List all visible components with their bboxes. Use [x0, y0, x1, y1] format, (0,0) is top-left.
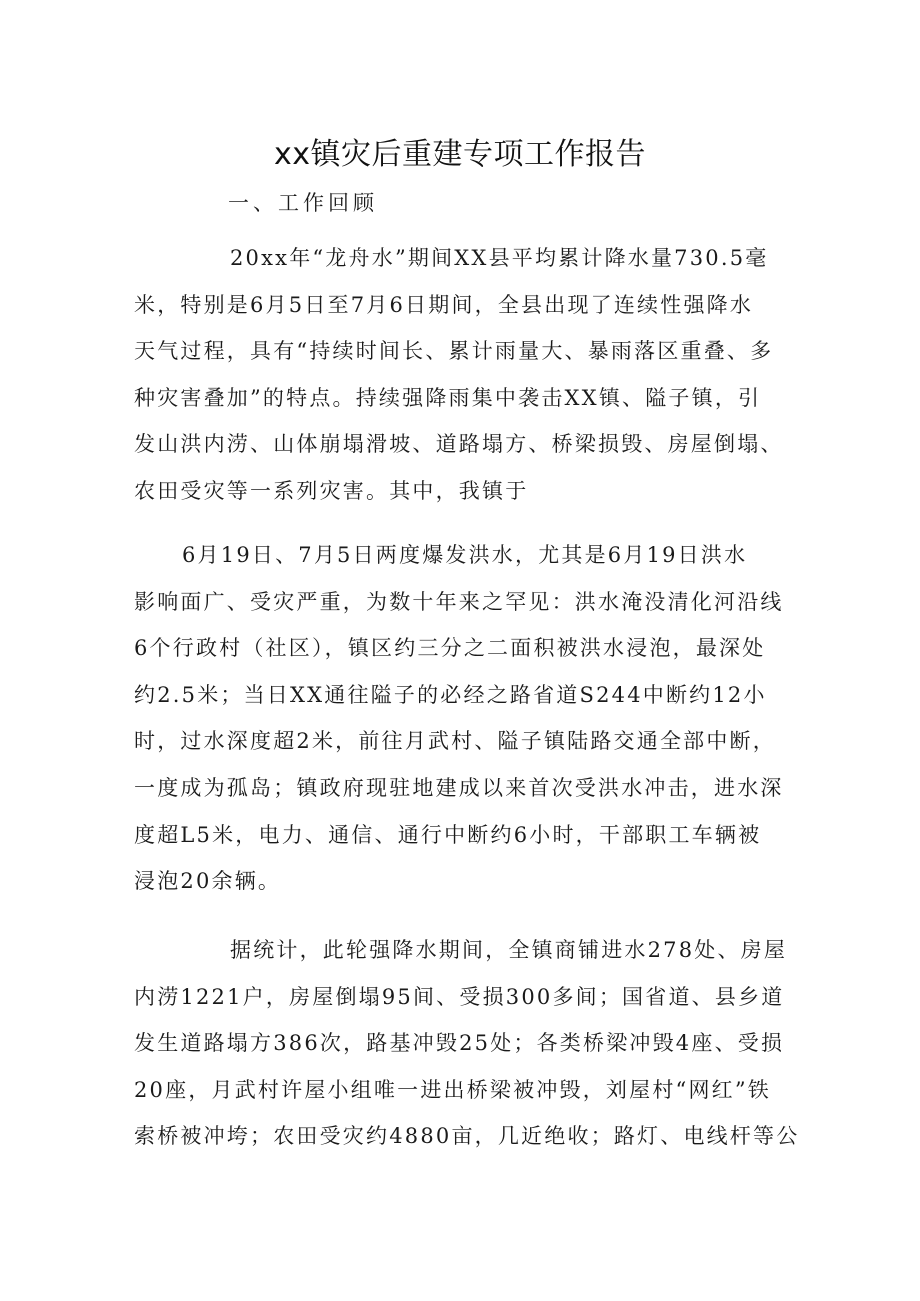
paragraph-2 [134, 532, 794, 905]
paragraph-line: 索桥被冲垮；农田受灾约4880亩，几近绝收；路灯、电线杆等公 [134, 1124, 800, 1149]
paragraph-line: 米，特别是6月5日至7月6日期间，全县出现了连续性强降水 [134, 292, 754, 317]
paragraph-line: 浸泡20余辆。 [134, 869, 282, 894]
paragraph-3 [134, 927, 800, 1160]
paragraph-line: 种灾害叠加”的特点。持续强降雨集中袭击XX镇、隘子镇，引 [134, 385, 762, 410]
paragraph-line: 6月19日、7月5日两度爆发洪水，尤其是6月19日洪水 [182, 543, 748, 567]
paragraph-line: 时，过水深度超2米，前往月武村、隘子镇陆路交通全部中断， [134, 729, 776, 754]
section-heading: 一、工作回顾 [228, 191, 378, 215]
paragraph-line: 一度成为孤岛；镇政府现驻地建成以来首次受洪水冲击，进水深 [134, 775, 784, 800]
paragraph-line: 天气过程，具有“持续时间长、累计雨量大、暴雨落区重叠、多 [134, 339, 774, 364]
paragraph-line: 影响面广、受灾严重，为数十年来之罕见：洪水淹没清化河沿线 [134, 589, 784, 614]
paragraph-line: 6个行政村（社区），镇区约三分之二面积被洪水浸泡，最深处 [134, 636, 766, 661]
document-title: xx镇灾后重建专项工作报告 [273, 137, 646, 172]
paragraph-1 [134, 235, 794, 515]
paragraph-line: 发生道路塌方386次，路基冲毁25处；各类桥梁冲毁4座、受损 [134, 1031, 785, 1056]
paragraph-line: 发山洪内涝、山体崩塌滑坡、道路塌方、桥梁损毁、房屋倒塌、 [134, 432, 784, 457]
paragraph-line: 约2.5米；当日XX通往隘子的必经之路省道S244中断约12小 [134, 682, 767, 707]
paragraph-line: 度超L5米，电力、通信、通行中断约6小时，干部职工车辆被 [134, 822, 762, 847]
paragraph-line: 20xx年“龙舟水”期间XX县平均累计降水量730.5毫 [230, 246, 769, 270]
paragraph-line: 农田受灾等一系列灾害。其中，我镇于 [134, 478, 529, 503]
paragraph-line: 内涝1221户，房屋倒塌95间、受损300多间；国省道、县乡道 [134, 984, 785, 1009]
paragraph-line: 20座，月武村许屋小组唯一进出桥梁被冲毁，刘屋村“网红”铁 [134, 1077, 771, 1102]
paragraph-line: 据统计，此轮强降水期间，全镇商铺进水278处、房屋 [230, 938, 788, 962]
